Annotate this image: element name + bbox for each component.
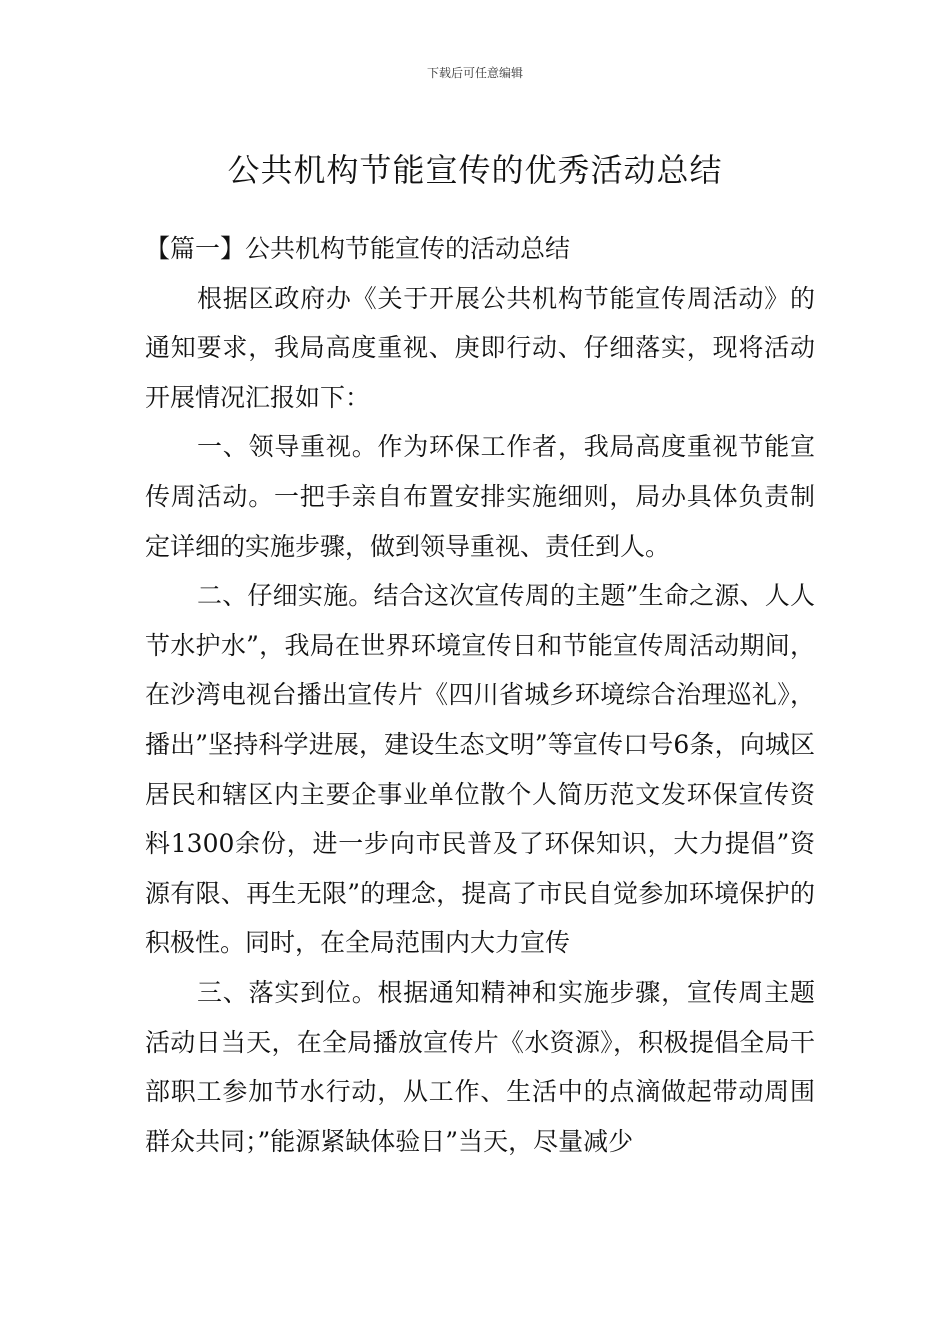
- paragraph-intro: 根据区政府办《关于开展公共机构节能宣传周活动》的通知要求，我局高度重视、庚即行动、仔细落实，现将活动开展情况汇报如下：: [145, 283, 815, 412]
- paragraph-leadership: 一、领导重视。作为环保工作者，我局高度重视节能宣传周活动。一把手亲自布置安排实施细则，局办具体负责制定详细的实施步骤，做到领导重视、责任到人。: [145, 432, 815, 561]
- section-heading: 【篇一】公共机构节能宣传的活动总结: [145, 234, 571, 263]
- document-body: [145, 224, 815, 1166]
- paragraph-implementation: 二、仔细实施。结合这次宣传周的主题”生命之源、人人节水护水”，我局在世界环境宣传日和节能宣传周活动期间，在沙湾电视台播出宣传片《四川省城乡环境综合治理巡礼》，播出”坚持科学进展，建设生态文明”等宣传口号6条，向城区居民和辖区内主要企事业单位散个人简历范文发环保宣传资料1300余份，进一步向市民普及了环保知识，大力提倡”资源有限、再生无限”的理念，提高了市民自觉参加环境保护的积极性。同时，在全局范围内大力宣传: [145, 581, 815, 958]
- document-title: 公共机构节能宣传的优秀活动总结: [227, 151, 723, 190]
- paragraph-execution: 三、落实到位。根据通知精神和实施步骤，宣传周主题活动日当天，在全局播放宣传片《水资源》，积极提倡全局干部职工参加节水行动，从工作、生活中的点滴做起带动周围群众共同；”能源紧缺体验日”当天，尽量减少: [145, 977, 815, 1156]
- page-header-note: 下载后可任意编辑: [426, 66, 523, 80]
